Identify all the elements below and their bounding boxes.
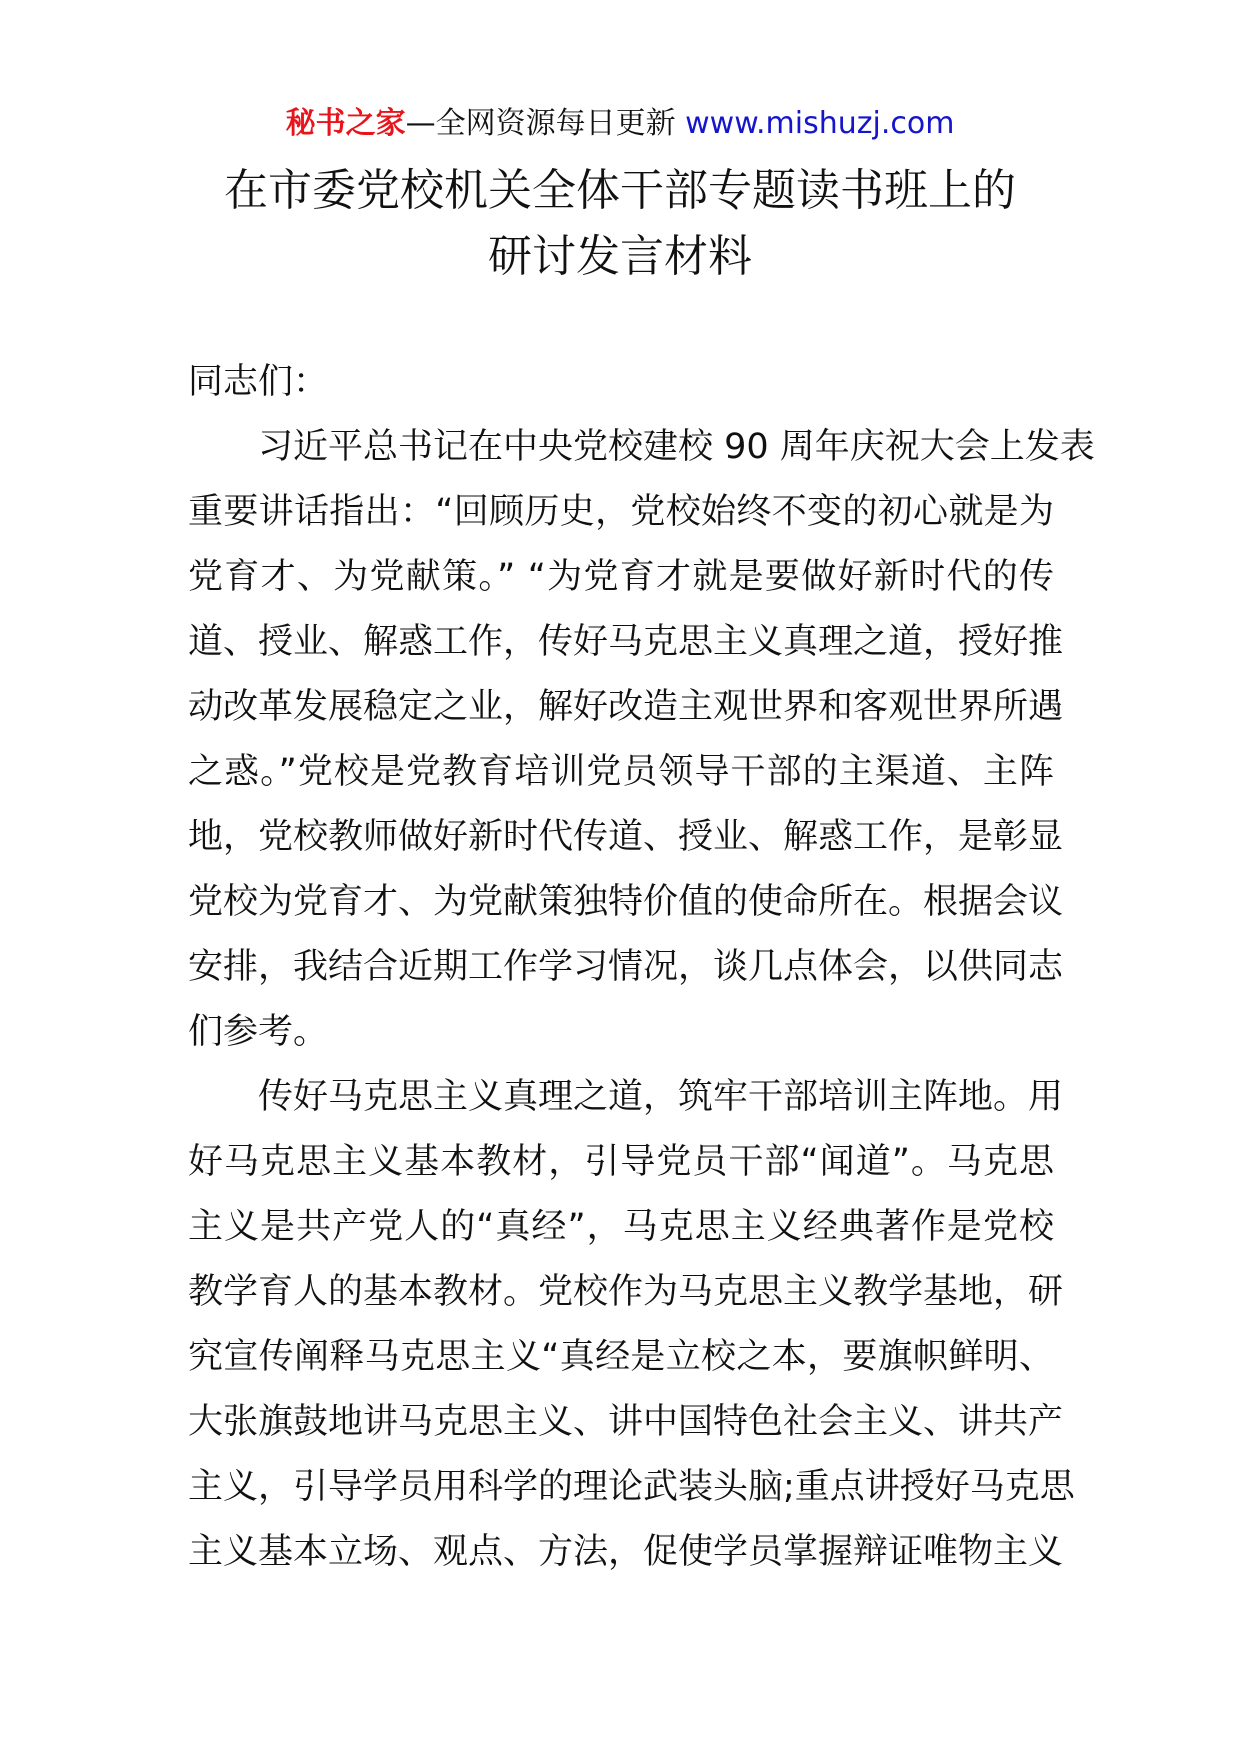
banner-tagline: —全网资源每日更新 (405, 106, 676, 141)
paragraph-line: 安排，我结合近期工作学习情况，谈几点体会，以供同志 (188, 947, 1064, 987)
paragraph-line: 习近平总书记在中央党校建校 90 周年庆祝大会上发表 (258, 427, 1095, 467)
paragraph (188, 1065, 1075, 1585)
paragraph-line: 传好马克思主义真理之道，筑牢干部培训主阵地。用 (258, 1077, 1064, 1117)
paragraph-line: 好马克思主义基本教材，引导党员干部“闻道”。马克思 (188, 1142, 1054, 1182)
paragraph-line: 教学育人的基本教材。党校作为马克思主义教学基地，研 (188, 1272, 1064, 1312)
paragraph-line: 地，党校教师做好新时代传道、授业、解惑工作，是彰显 (188, 817, 1064, 857)
paragraph-line: 党校为党育才、为党献策独特价值的使命所在。根据会议 (188, 882, 1064, 922)
paragraph-line: 重要讲话指出：“回顾历史，党校始终不变的初心就是为 (188, 492, 1054, 532)
paragraph-line: 之惑。”党校是党教育培训党员领导干部的主渠道、主阵 (188, 752, 1054, 792)
document-title (150, 158, 1090, 290)
paragraph-line: 动改革发展稳定之业，解好改造主观世界和客观世界所遇 (188, 687, 1064, 727)
title-line: 在市委党校机关全体干部专题读书班上的 (224, 165, 1016, 216)
paragraph-line: 道、授业、解惑工作，传好马克思主义真理之道，授好推 (188, 622, 1064, 662)
paragraph-line: 究宣传阐释马克思主义“真经是立校之本，要旗帜鲜明、 (188, 1337, 1054, 1377)
salutation: 同志们： (188, 362, 329, 402)
paragraph-line: 大张旗鼓地讲马克思主义、讲中国特色社会主义、讲共产 (188, 1402, 1064, 1442)
brand-name: 秘书之家 (285, 106, 406, 141)
header-banner (0, 104, 1240, 144)
paragraph-line: 主义是共产党人的“真经”，马克思主义经典著作是党校 (188, 1207, 1054, 1247)
title-line: 研讨发言材料 (488, 231, 752, 282)
paragraph (188, 415, 1095, 1065)
paragraph-line: 主义，引导学员用科学的理论武装头脑;重点讲授好马克思 (188, 1467, 1075, 1507)
paragraph-line: 党育才、为党献策。” “为党育才就是要做好新时代的传 (188, 557, 1054, 597)
paragraph-line: 主义基本立场、观点、方法，促使学员掌握辩证唯物主义 (188, 1532, 1064, 1572)
paragraph-line: 们参考。 (188, 1012, 329, 1052)
document-body (188, 350, 1095, 1585)
website-link[interactable]: www.mishuzj.com (685, 106, 955, 141)
